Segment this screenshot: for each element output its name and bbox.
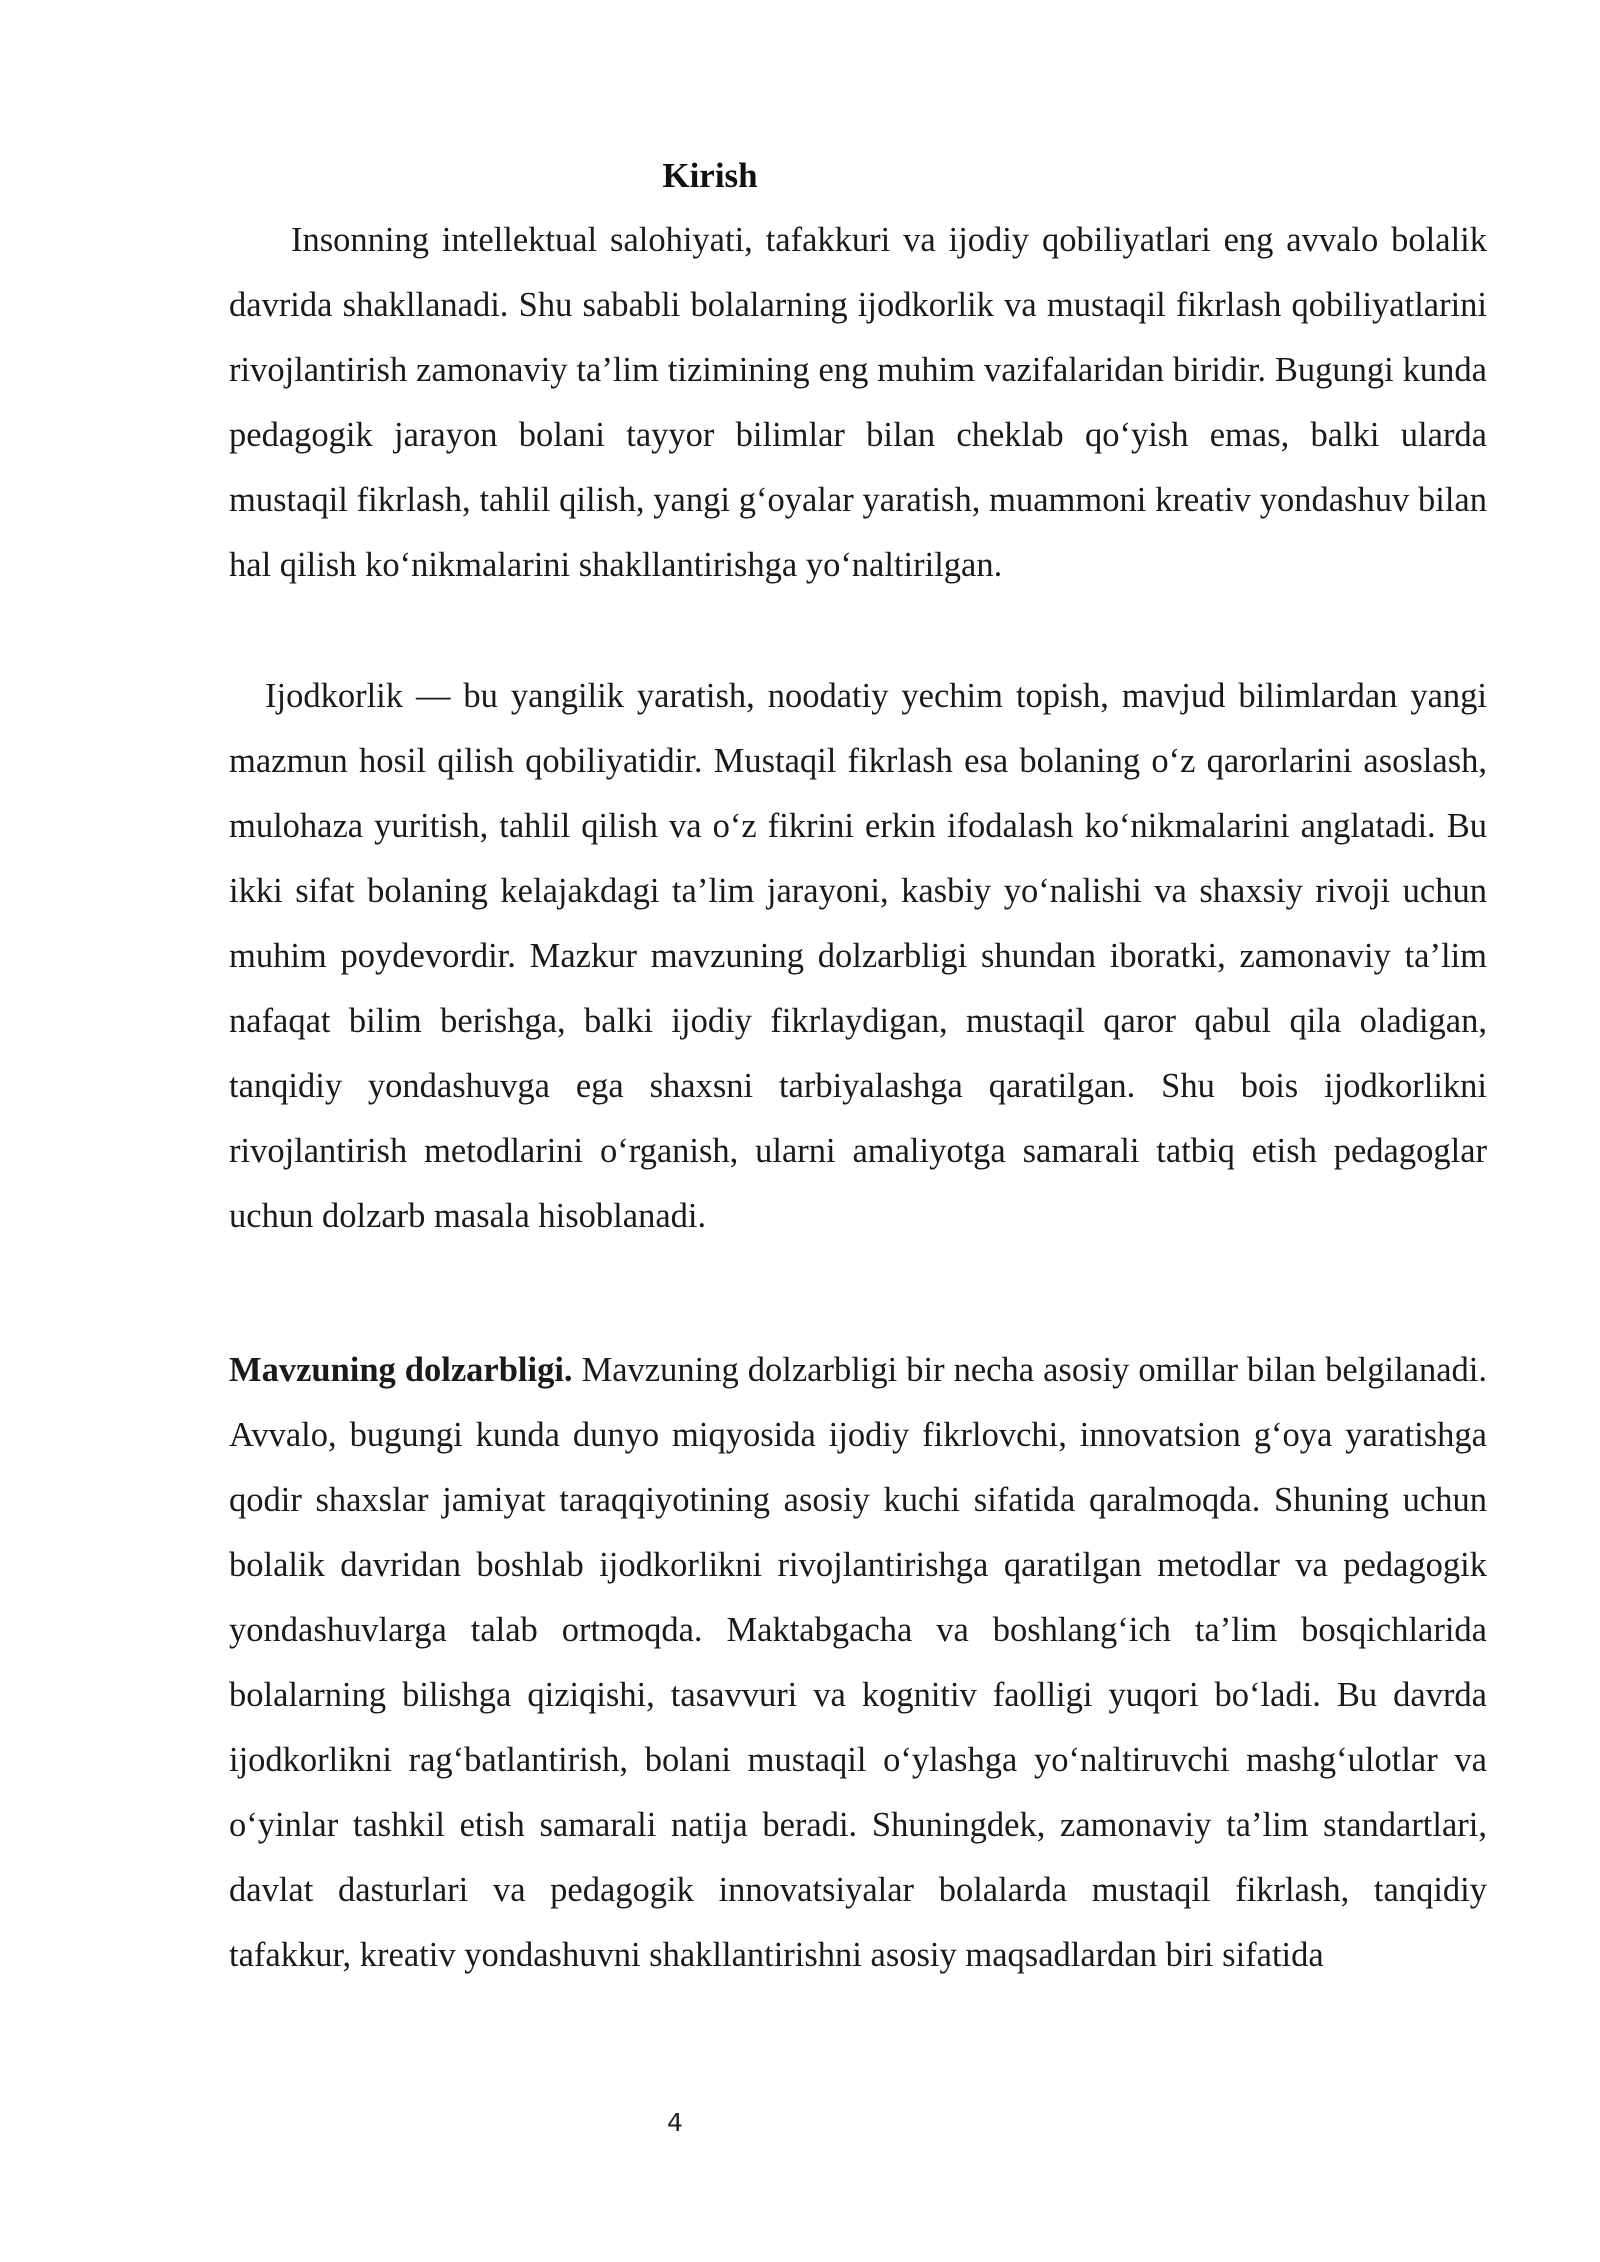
page-title: Kirish xyxy=(662,156,758,195)
relevance-paragraph xyxy=(229,1338,1487,1988)
relevance-section xyxy=(229,1338,1487,1988)
section-heading: Mavzuning dolzarbligi. xyxy=(229,1351,573,1389)
page-number: 4 xyxy=(667,2108,683,2137)
section-body: Mavzuning dolzarbligi bir necha asosiy omillar bilan belgilanadi. Avvalo, bugungi kunda dunyo miqyosida ijodiy fikrlovchi, innovatsion g‘oya yaratishga qodir shaxslar jamiyat taraqqiyotining asosiy kuchi sifatida qaralmoqda. Shuning uchun bolalik davridan boshlab ijodkorlikni rivojlantirishga qaratilgan metodlar va pedagogik yondashuvlarga talab ortmoqda. Maktabgacha va boshlang‘ich ta’lim bosqichlarida bolalarning bilishga qiziqishi, tasavvuri va kognitiv faolligi yuqori bo‘ladi. Bu davrda ijodkorlikni rag‘batlantirish, bolani mustaqil o‘ylashga yo‘naltiruvchi mashg‘ulotlar va o‘yinlar tashkil etish samarali natija beradi. Shuningdek, zamonaviy ta’lim standartlari, davlat dasturlari va pedagogik innovatsiyalar bolalarda mustaqil fikrlash, tanqidiy tafakkur, kreativ yondashuvni shakllantirishni asosiy maqsadlardan biri sifatida xyxy=(229,1351,1487,1974)
intro-paragraph-1-container xyxy=(229,208,1487,598)
intro-paragraph-1: Insonning intellektual salohiyati, tafakkuri va ijodiy qobiliyatlari eng avvalo bolalik davrida shakllanadi. Shu sababli bolalarning ijodkorlik va mustaqil fikrlash qobiliyatlarini rivojlantirish zamonaviy ta’lim tizimining eng muhim vazifalaridan biridir. Bugungi kunda pedagogik jarayon bolani tayyor bilimlar bilan cheklab qo‘yish emas, balki ularda mustaqil fikrlash, tahlil qilish, yangi g‘oyalar yaratish, muammoni kreativ yondashuv bilan hal qilish ko‘nikmalarini shakllantirishga yo‘naltirilgan. xyxy=(229,221,1487,584)
intro-paragraph-2: Ijodkorlik — bu yangilik yaratish, noodatiy yechim topish, mavjud bilimlardan yangi mazmun hosil qilish qobiliyatidir. Mustaqil fikrlash esa bolaning o‘z qarorlarini asoslash, mulohaza yuritish, tahlil qilish va o‘z fikrini erkin ifodalash ko‘nikmalarini anglatadi. Bu ikki sifat bolaning kelajakdagi ta’lim jarayoni, kasbiy yo‘nalishi va shaxsiy rivoji uchun muhim poydevordir. Mazkur mavzuning dolzarbligi shundan iboratki, zamonaviy ta’lim nafaqat bilim berishga, balki ijodiy fikrlaydigan, mustaqil qaror qabul qila oladigan, tanqidiy yondashuvga ega shaxsni tarbiyalashga qaratilgan. Shu bois ijodkorlikni rivojlantirish metodlarini o‘rganish, ularni amaliyotga samarali tatbiq etish pedagoglar uchun dolzarb masala hisoblanadi. xyxy=(229,677,1487,1235)
intro-paragraph-2-container xyxy=(229,664,1487,1249)
